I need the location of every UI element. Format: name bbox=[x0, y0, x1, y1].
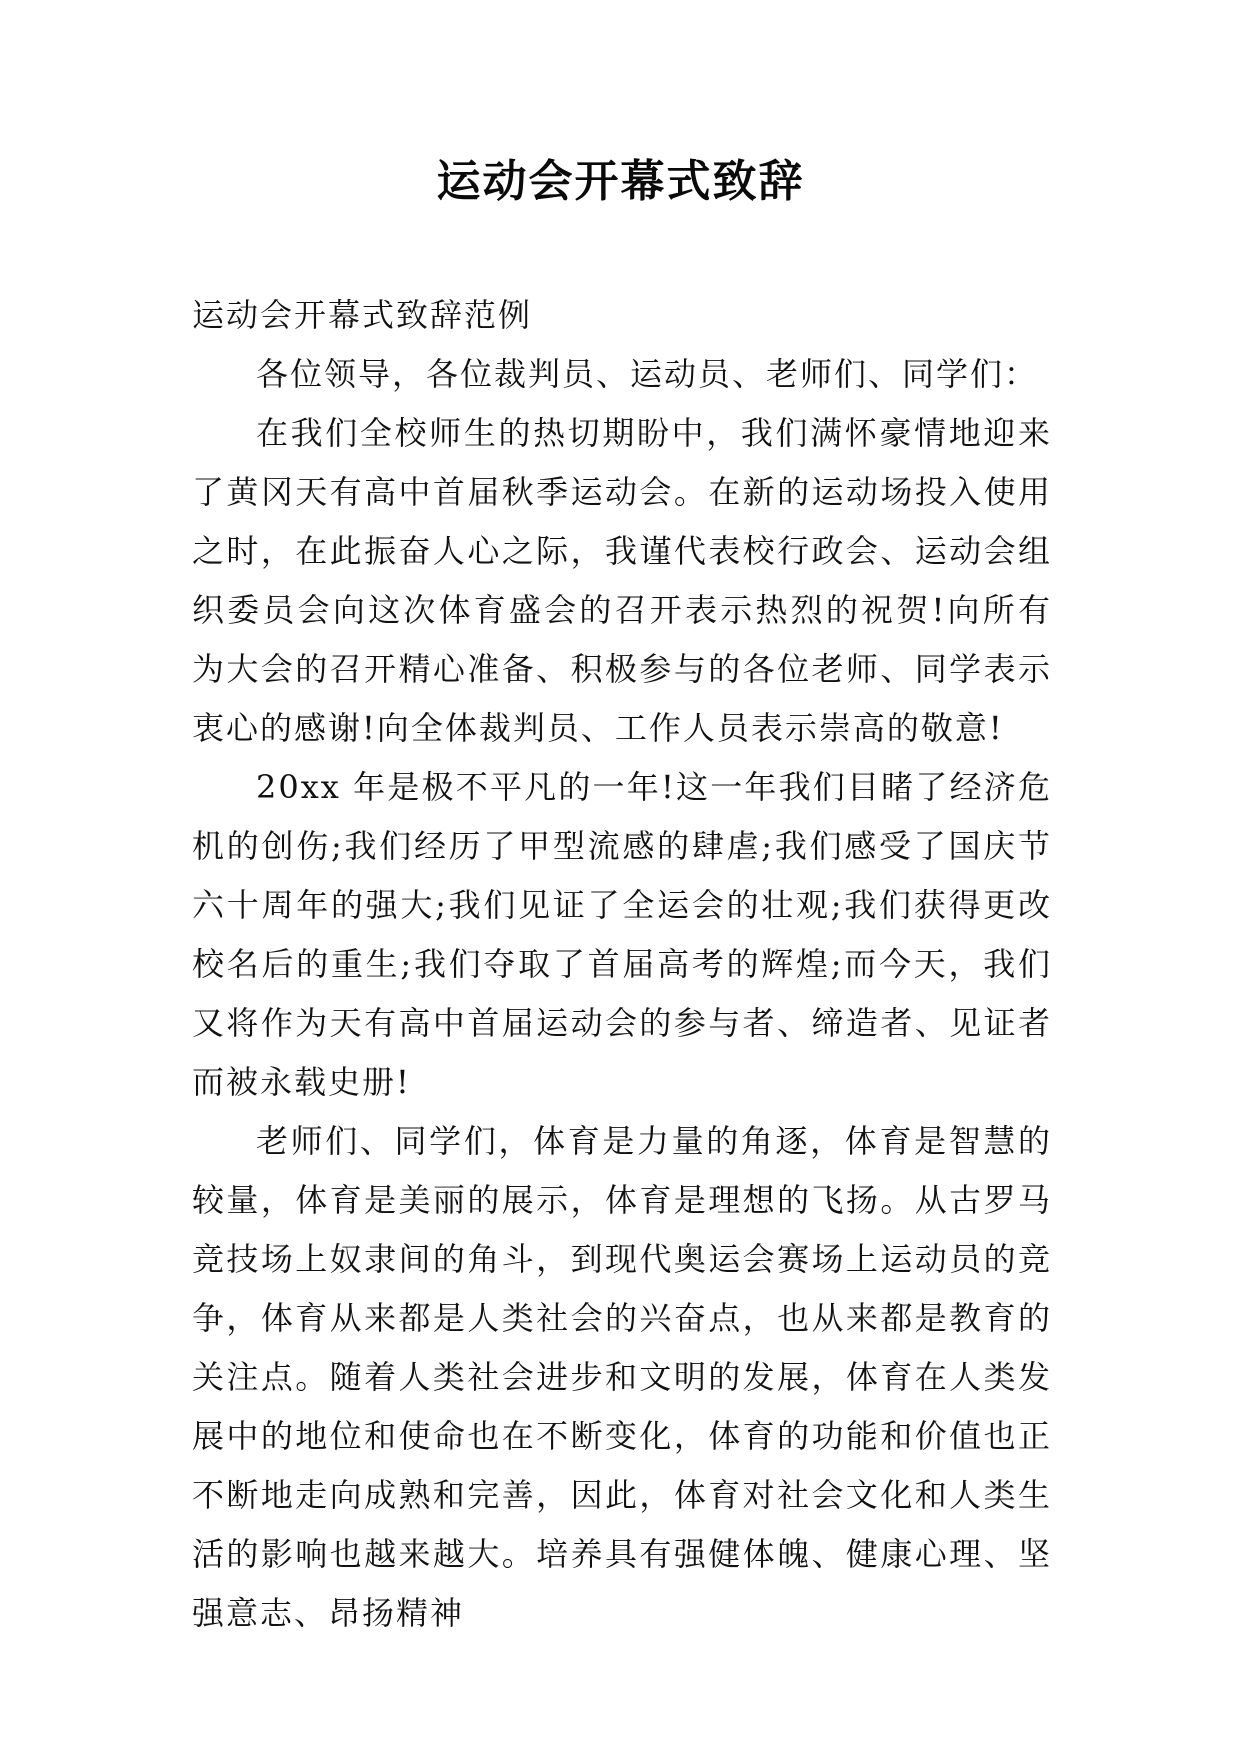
document-subtitle: 运动会开幕式致辞范例 bbox=[192, 296, 533, 334]
document-body bbox=[192, 286, 1052, 1643]
paragraph-year-review: 20xx 年是极不平凡的一年!这一年我们目睹了经济危机的创伤;我们经历了甲型流感的肆虐;我们感受了国庆节六十周年的强大;我们见证了全运会的壮观;我们获得更改校名后的重生;我们夺取了首届高考的辉煌;而今天，我们又将作为天有高中首届运动会的参与者、缔造者、见证者而被永载史册! bbox=[192, 768, 1052, 1101]
paragraph-opening: 在我们全校师生的热切期盼中，我们满怀豪情地迎来了黄冈天有高中首届秋季运动会。在新的运动场投入使用之时，在此振奋人心之际，我谨代表校行政会、运动会组织委员会向这次体育盛会的召开表示热烈的祝贺!向所有为大会的召开精心准备、积极参与的各位老师、同学表示衷心的感谢!向全体裁判员、工作人员表示崇高的敬意! bbox=[192, 414, 1052, 747]
paragraph-greeting: 各位领导，各位裁判员、运动员、老师们、同学们： bbox=[256, 355, 1039, 393]
paragraph-sports-meaning: 老师们、同学们，体育是力量的角逐，体育是智慧的较量，体育是美丽的展示，体育是理想的飞扬。从古罗马竞技场上奴隶间的角斗，到现代奥运会赛场上运动员的竞争，体育从来都是人类社会的兴奋点，也从来都是教育的关注点。随着人类社会进步和文明的发展，体育在人类发展中的地位和使命也在不断变化，体育的功能和价值也正不断地走向成熟和完善，因此，体育对社会文化和人类生活的影响也越来越大。培养具有强健体魄、健康心理、坚强意志、昂扬精神 bbox=[192, 1122, 1052, 1632]
document-title: 运动会开幕式致辞 bbox=[436, 156, 805, 207]
